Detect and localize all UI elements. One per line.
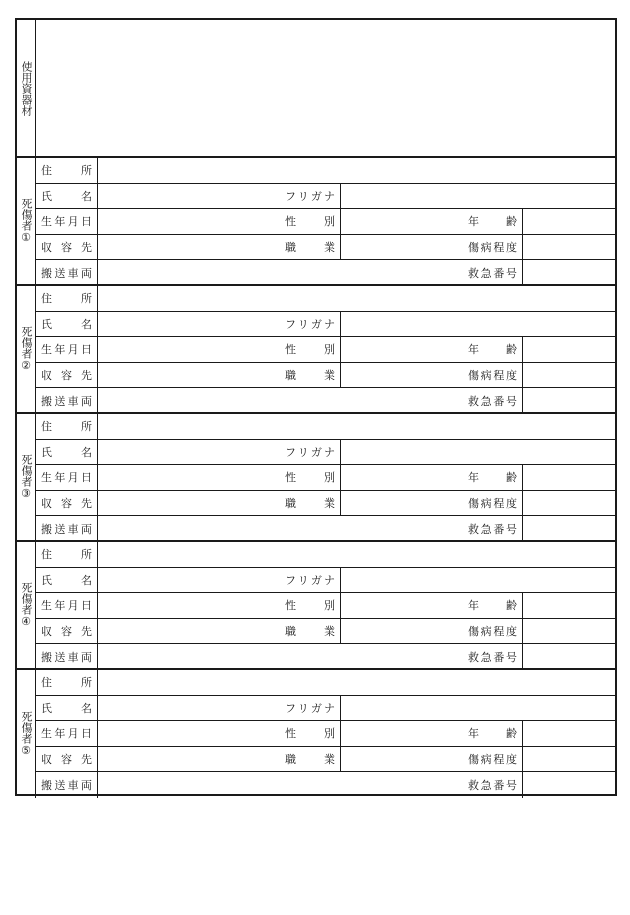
gender-label: 性 別 [280, 209, 341, 234]
birthdate-row [36, 337, 615, 363]
occupation-value[interactable] [341, 747, 463, 772]
hospital-row [36, 235, 615, 261]
hospital-value[interactable] [98, 235, 280, 260]
birthdate-label: 生年月日 [36, 721, 98, 746]
furigana-value[interactable] [341, 184, 615, 209]
address-value[interactable] [98, 670, 615, 695]
birthdate-row [36, 593, 615, 619]
hospital-label: 収容先 [36, 235, 98, 260]
occupation-value[interactable] [341, 619, 463, 644]
hospital-label: 収容先 [36, 619, 98, 644]
birthdate-value[interactable] [98, 465, 280, 490]
address-row [36, 414, 615, 440]
hospital-row [36, 363, 615, 389]
vehicle-label: 搬送車両 [36, 388, 98, 414]
ambulance-number-value[interactable] [523, 772, 615, 798]
age-value[interactable] [523, 721, 615, 746]
ambulance-number-label: 救急番号 [463, 260, 523, 286]
address-row [36, 286, 615, 312]
name-label: 氏 名 [36, 568, 98, 593]
name-value[interactable] [98, 184, 280, 209]
hospital-label: 収容先 [36, 363, 98, 388]
furigana-value[interactable] [341, 440, 615, 465]
injury-level-label: 傷病程度 [463, 619, 523, 644]
furigana-label: フリガナ [280, 568, 341, 593]
victim-section-2 [17, 286, 615, 414]
ambulance-number-value[interactable] [523, 260, 615, 286]
birthdate-value[interactable] [98, 721, 280, 746]
name-label: 氏 名 [36, 184, 98, 209]
vehicle-row [36, 388, 615, 414]
injury-level-label: 傷病程度 [463, 363, 523, 388]
equipment-section [17, 20, 615, 158]
birthdate-label: 生年月日 [36, 209, 98, 234]
ambulance-number-value[interactable] [523, 516, 615, 542]
address-label: 住 所 [36, 286, 98, 311]
address-label: 住 所 [36, 158, 98, 183]
occupation-value[interactable] [341, 235, 463, 260]
casualty-form [15, 18, 617, 796]
name-row [36, 312, 615, 338]
age-label: 年 齢 [463, 593, 523, 618]
hospital-value[interactable] [98, 619, 280, 644]
name-row [36, 568, 615, 594]
victim-number: ③ [21, 487, 31, 500]
address-row [36, 670, 615, 696]
occupation-label: 職 業 [280, 363, 341, 388]
address-row [36, 542, 615, 568]
birthdate-row [36, 721, 615, 747]
victim-label: 死傷者 [20, 454, 33, 487]
injury-level-value[interactable] [523, 491, 615, 516]
address-label: 住 所 [36, 670, 98, 695]
occupation-value[interactable] [341, 491, 463, 516]
name-label: 氏 名 [36, 440, 98, 465]
ambulance-number-label: 救急番号 [463, 772, 523, 798]
hospital-row [36, 747, 615, 773]
victim-label: 死傷者 [20, 326, 33, 359]
gender-value[interactable] [341, 721, 463, 746]
address-row [36, 158, 615, 184]
occupation-label: 職 業 [280, 235, 341, 260]
hospital-row [36, 619, 615, 645]
vehicle-label: 搬送車両 [36, 260, 98, 286]
furigana-value[interactable] [341, 312, 615, 337]
ambulance-number-label: 救急番号 [463, 516, 523, 542]
injury-level-label: 傷病程度 [463, 235, 523, 260]
name-label: 氏 名 [36, 696, 98, 721]
victim-label-cell [17, 670, 36, 798]
injury-level-value[interactable] [523, 235, 615, 260]
age-label: 年 齢 [463, 337, 523, 362]
birthdate-row [36, 465, 615, 491]
hospital-label: 収容先 [36, 747, 98, 772]
hospital-label: 収容先 [36, 491, 98, 516]
ambulance-number-label: 救急番号 [463, 644, 523, 670]
hospital-row [36, 491, 615, 517]
hospital-value[interactable] [98, 363, 280, 388]
vehicle-value[interactable] [98, 644, 463, 670]
address-value[interactable] [98, 286, 615, 311]
vehicle-value[interactable] [98, 516, 463, 542]
birthdate-row [36, 209, 615, 235]
victim-label: 死傷者 [20, 198, 33, 231]
victim-section-3 [17, 414, 615, 542]
address-value[interactable] [98, 542, 615, 567]
victim-section-1 [17, 158, 615, 286]
name-label: 氏 名 [36, 312, 98, 337]
victim-section-5 [17, 670, 615, 798]
name-row [36, 696, 615, 722]
age-label: 年 齢 [463, 465, 523, 490]
vehicle-value[interactable] [98, 260, 463, 286]
age-value[interactable] [523, 337, 615, 362]
name-value[interactable] [98, 568, 280, 593]
injury-level-label: 傷病程度 [463, 491, 523, 516]
victim-label-cell [17, 286, 36, 412]
birthdate-label: 生年月日 [36, 593, 98, 618]
name-value[interactable] [98, 696, 280, 721]
age-value[interactable] [523, 209, 615, 234]
gender-label: 性 別 [280, 337, 341, 362]
birthdate-value[interactable] [98, 337, 280, 362]
victim-label-cell [17, 158, 36, 284]
birthdate-value[interactable] [98, 593, 280, 618]
occupation-label: 職 業 [280, 619, 341, 644]
victim-number: ⑤ [21, 744, 31, 757]
ambulance-number-label: 救急番号 [463, 388, 523, 414]
furigana-label: フリガナ [280, 184, 341, 209]
gender-value[interactable] [341, 209, 463, 234]
birthdate-label: 生年月日 [36, 337, 98, 362]
vehicle-row [36, 772, 615, 798]
birthdate-label: 生年月日 [36, 465, 98, 490]
gender-label: 性 別 [280, 465, 341, 490]
age-value[interactable] [523, 593, 615, 618]
furigana-label: フリガナ [280, 696, 341, 721]
vehicle-label: 搬送車両 [36, 516, 98, 542]
furigana-label: フリガナ [280, 440, 341, 465]
furigana-value[interactable] [341, 696, 615, 721]
injury-level-value[interactable] [523, 363, 615, 388]
gender-value[interactable] [341, 337, 463, 362]
vehicle-value[interactable] [98, 772, 463, 798]
address-label: 住 所 [36, 542, 98, 567]
name-row [36, 440, 615, 466]
hospital-value[interactable] [98, 491, 280, 516]
address-label: 住 所 [36, 414, 98, 439]
injury-level-label: 傷病程度 [463, 747, 523, 772]
vehicle-value[interactable] [98, 388, 463, 414]
vehicle-row [36, 516, 615, 542]
injury-level-value[interactable] [523, 619, 615, 644]
name-value[interactable] [98, 440, 280, 465]
address-value[interactable] [98, 414, 615, 439]
age-value[interactable] [523, 465, 615, 490]
address-value[interactable] [98, 158, 615, 183]
hospital-value[interactable] [98, 747, 280, 772]
name-value[interactable] [98, 312, 280, 337]
ambulance-number-value[interactable] [523, 644, 615, 670]
victim-label-cell [17, 542, 36, 668]
occupation-value[interactable] [341, 363, 463, 388]
vehicle-row [36, 260, 615, 286]
victim-number: ④ [21, 615, 31, 628]
gender-value[interactable] [341, 465, 463, 490]
furigana-label: フリガナ [280, 312, 341, 337]
ambulance-number-value[interactable] [523, 388, 615, 414]
victim-label: 死傷者 [20, 711, 33, 744]
equipment-label-cell [17, 20, 36, 156]
victim-label-cell [17, 414, 36, 540]
victim-label: 死傷者 [20, 582, 33, 615]
occupation-label: 職 業 [280, 747, 341, 772]
victim-number: ① [21, 231, 31, 244]
vehicle-label: 搬送車両 [36, 772, 98, 798]
vehicle-label: 搬送車両 [36, 644, 98, 670]
victim-number: ② [21, 359, 31, 372]
birthdate-value[interactable] [98, 209, 280, 234]
gender-label: 性 別 [280, 593, 341, 618]
age-label: 年 齢 [463, 721, 523, 746]
age-label: 年 齢 [463, 209, 523, 234]
furigana-value[interactable] [341, 568, 615, 593]
victim-section-4 [17, 542, 615, 670]
occupation-label: 職 業 [280, 491, 341, 516]
injury-level-value[interactable] [523, 747, 615, 772]
vehicle-row [36, 644, 615, 670]
equipment-entry-area[interactable] [36, 20, 615, 156]
gender-label: 性 別 [280, 721, 341, 746]
equipment-label: 使用資器材 [20, 60, 33, 116]
name-row [36, 184, 615, 210]
gender-value[interactable] [341, 593, 463, 618]
